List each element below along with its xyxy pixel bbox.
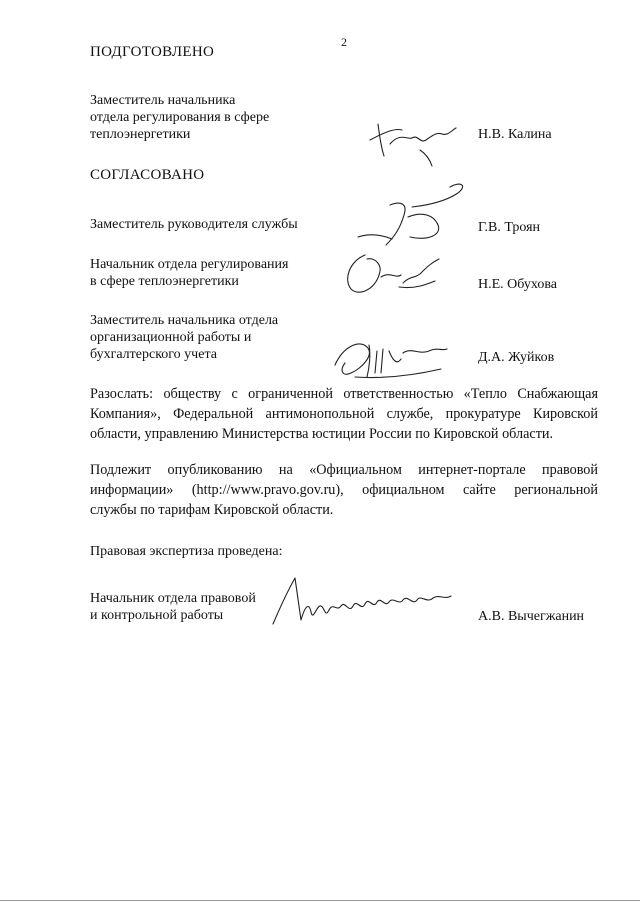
- signature-obukhova: [335, 245, 460, 305]
- paragraph-line: службы по тарифам Кировской области.: [90, 502, 334, 518]
- position-line: и контрольной работы: [90, 608, 224, 623]
- approved-name-2: Н.Е. Обухова: [478, 277, 557, 292]
- position-line: Заместитель начальника отдела: [90, 313, 279, 328]
- prepared-position: [90, 92, 269, 143]
- approved-position-1: [90, 216, 298, 233]
- position-line: теплоэнергетики: [90, 127, 191, 142]
- approved-name-1: Г.В. Троян: [478, 220, 541, 235]
- prepared-name: Н.В. Калина: [478, 127, 552, 142]
- prepared-heading: ПОДГОТОВЛЕНО: [90, 44, 215, 60]
- approved-position-2: [90, 256, 288, 290]
- signature-vychegzhanin: [265, 572, 465, 632]
- approved-name-3: Д.А. Жуйков: [478, 350, 555, 365]
- approved-position-3: [90, 312, 278, 363]
- paragraph-line: информации» (http://www.pravo.gov.ru), официальном сайте региональной: [90, 482, 598, 498]
- page-bottom-edge: [0, 900, 640, 901]
- position-line: Начальник отдела правовой: [90, 591, 256, 606]
- position-line: Заместитель начальника: [90, 93, 236, 108]
- paragraph-line: Компания», Федеральной антимонопольной службе, прокуратуре Кировской: [90, 406, 598, 422]
- signature-zhuykov: [325, 325, 455, 385]
- position-line: отдела регулирования в сфере: [90, 110, 270, 125]
- paragraph-line: области, управлению Министерства юстиции России по Кировской области.: [90, 426, 554, 442]
- position-line: бухгалтерского учета: [90, 347, 217, 362]
- paragraph-line: Разослать: обществу с ограниченной ответственностью «Тепло Снабжающая: [90, 386, 598, 402]
- approved-heading: СОГЛАСОВАНО: [90, 167, 205, 183]
- position-line: Заместитель руководителя службы: [90, 217, 298, 232]
- signature-kalina: [360, 110, 470, 170]
- distribution-paragraph: [90, 384, 598, 444]
- publication-paragraph: [90, 460, 598, 520]
- position-line: организационной работы и: [90, 330, 252, 345]
- legal-review-position: [90, 590, 256, 624]
- legal-review-statement: Правовая экспертиза проведена:: [90, 544, 283, 559]
- position-line: Начальник отдела регулирования: [90, 257, 289, 272]
- paragraph-line: Подлежит опубликованию на «Официальном интернет-портале правовой: [90, 462, 598, 478]
- position-line: в сфере теплоэнергетики: [90, 274, 239, 289]
- legal-review-name: А.В. Вычегжанин: [478, 609, 585, 624]
- page-number: 2: [341, 35, 347, 49]
